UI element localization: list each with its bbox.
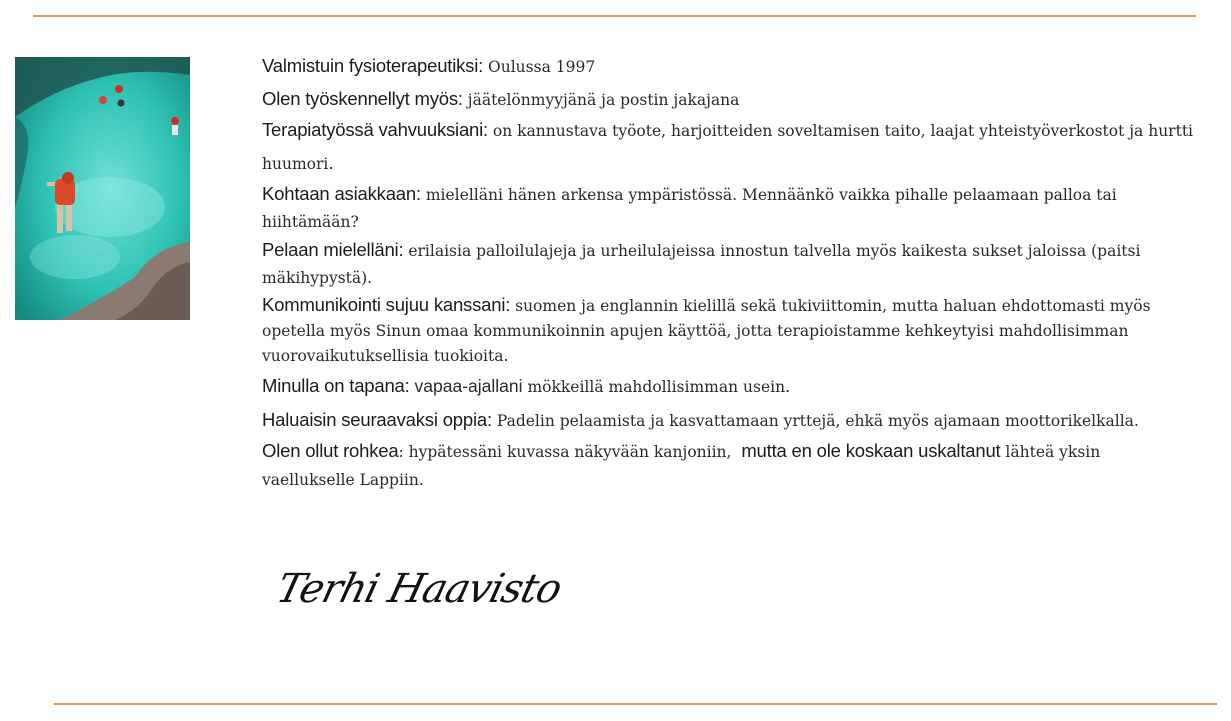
- brave-mid: mutta en ole koskaan uskaltanut: [741, 440, 1001, 461]
- brave-label: Olen ollut rohkea: [262, 440, 399, 461]
- worked-label: Olen työskennellyt myös:: [262, 88, 463, 109]
- graduated-label: Valmistuin fysioterapeutiksi:: [262, 55, 484, 76]
- meet-label: Kohtaan asiakkaan:: [262, 183, 421, 204]
- brave-line: [262, 437, 1197, 494]
- strengths-line: Terapiatyössä vahvuuksiani: on kannustava työote, harjoitteiden soveltamisen taito, laajat yhteistyöverkostot ja hurtti huumori.: [262, 119, 1194, 173]
- profile-text: [262, 52, 1197, 494]
- play-label: Pelaan mielelläni:: [262, 239, 404, 260]
- habit-label: Minulla on tapana:: [262, 375, 410, 396]
- bottom-divider: [54, 703, 1217, 705]
- strengths-value: on kannustava työote, harjoitteiden soveltamisen taito, laajat yhteistyöverkostot ja hurtti huumori: [262, 122, 1194, 173]
- communication-label: Kommunikointi sujuu kanssani:: [262, 294, 511, 315]
- learn-line: [262, 404, 1197, 437]
- habit-line: Minulla on tapana: vapaa-ajallani mökkeillä mahdollisimman usein.: [262, 375, 791, 396]
- habit-value-b: mökkeillä mahdollisimman usein: [527, 378, 786, 396]
- learn-value: Padelin pelaamista ja kasvattamaan yrttejä, ehkä myös ajamaan moottorikelkalla.: [496, 412, 1139, 430]
- communication-line: [262, 292, 1197, 369]
- strengths-label: Terapiatyössä vahvuuksiani:: [262, 119, 488, 140]
- habit-value-a: vapaa-ajallani: [414, 376, 523, 396]
- graduated-line: [262, 52, 1197, 81]
- worked-value: jäätelönmyyjänä ja postin jakajana: [467, 91, 740, 109]
- communication-value: suomen ja englannin kielillä sekä tukiviittomin, mutta haluan ehdottomasti myös opetella myös Sinun omaa kommunikoinnin apujen käyttöä, jotta terapioistamme kehkeytyisi mahdollisimman vuorovaikutuksellisia tuokioita.: [262, 297, 1151, 365]
- worked-line: [262, 85, 1197, 114]
- play-value: erilaisia palloilulajeja ja urheilulajeissa innostun talvella myös kaikesta sukset jaloissa (paitsi mäkihypystä).: [262, 242, 1141, 287]
- meet-line: [262, 180, 1197, 236]
- signature: Terhi Haavisto: [272, 566, 566, 612]
- brave-value-b: lähteä yksin vaellukselle Lappiin.: [262, 443, 1101, 489]
- brave-value-a: : hypätessäni kuvassa näkyvään kanjoniin,: [398, 443, 732, 461]
- top-divider: [33, 15, 1196, 17]
- meet-value: mielelläni hänen arkensa ympäristössä. Mennäänkö vaikka pihalle pelaamaan palloa tai hiihtämään?: [262, 186, 1117, 231]
- graduated-value: Oulussa 1997: [488, 58, 596, 76]
- play-line: [262, 236, 1197, 292]
- canyon-photo: [15, 57, 190, 320]
- learn-label: Haluaisin seuraavaksi oppia:: [262, 409, 492, 430]
